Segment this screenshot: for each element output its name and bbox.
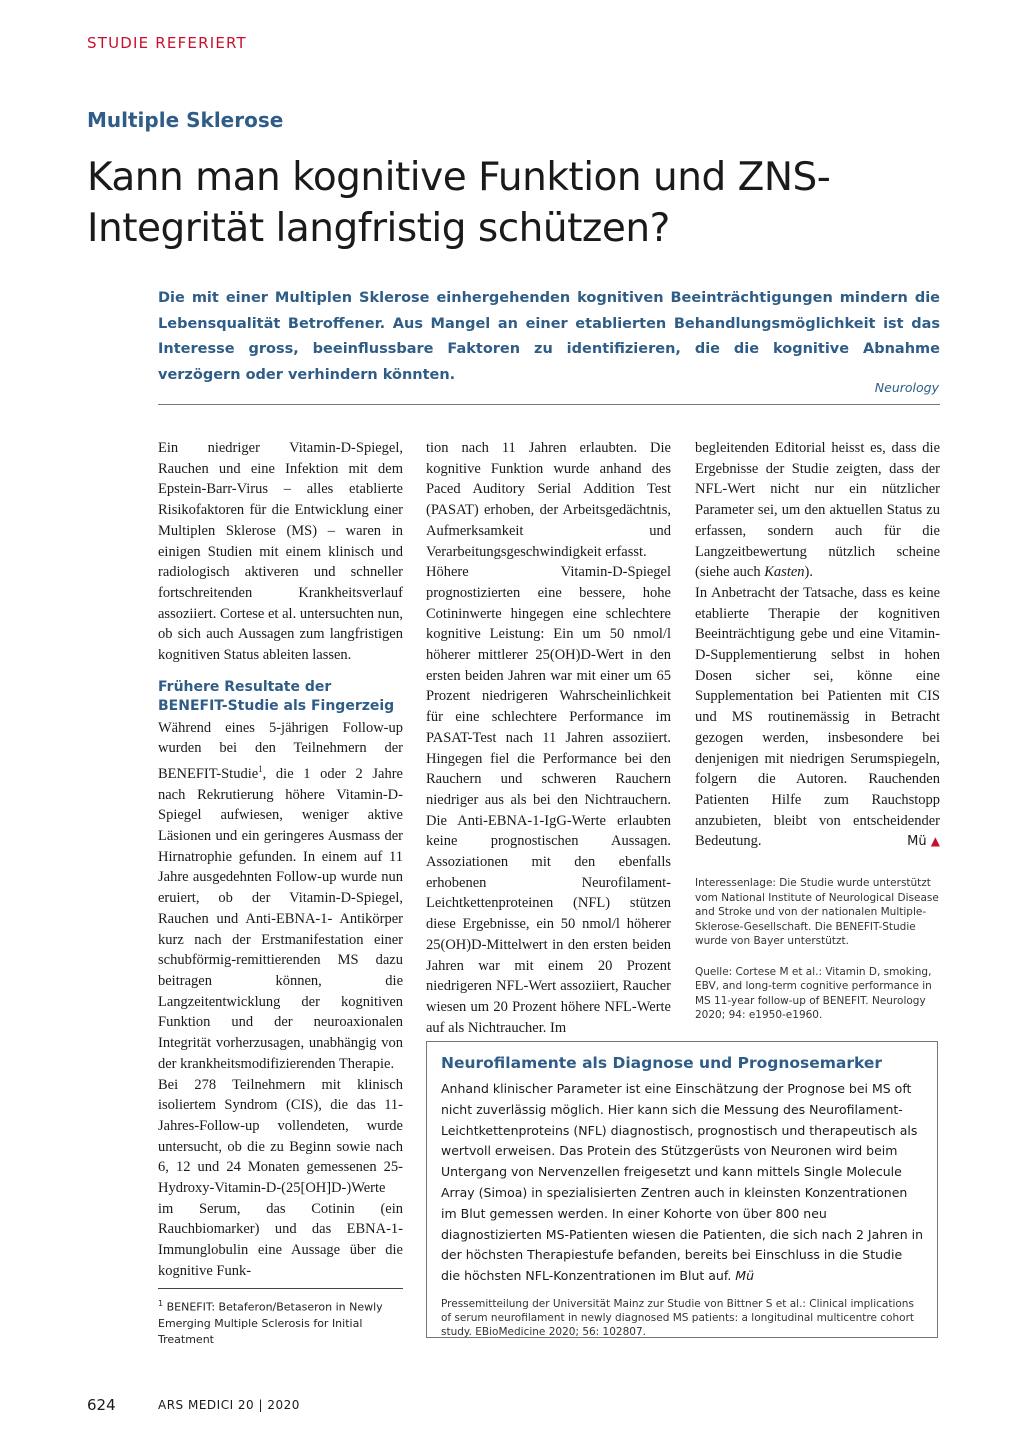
column-2 bbox=[426, 438, 671, 1038]
divider bbox=[158, 404, 940, 405]
footnote-divider bbox=[158, 1288, 403, 1289]
article-title: Kann man kognitive Funktion und ZNS-Integrität langfristig schützen? bbox=[87, 155, 831, 251]
column-3 bbox=[695, 438, 940, 1023]
article-kicker: Multiple Sklerose bbox=[87, 108, 284, 132]
end-triangle-icon: ▲ bbox=[930, 834, 940, 849]
paragraph bbox=[158, 718, 403, 1075]
subheading: Frühere Resultate der BENEFIT-Studie als Fingerzeig bbox=[158, 678, 395, 714]
page-number: 624 bbox=[87, 1396, 116, 1414]
paragraph: tion nach 11 Jahren erlaubten. Die kognitive Funktion wurde anhand des Paced Auditory Serial Addition Test (PASAT) erhoben, der Arbeitsgedächtnis, Aufmerksamkeit und Verarbeitungsgeschwindigkeit erfasst. bbox=[426, 440, 671, 560]
column-1 bbox=[158, 438, 403, 1282]
info-box-body bbox=[441, 1079, 923, 1287]
footnote-text: BENEFIT: Betaferon/Betaseron in Newly Emerging Multiple Sclerosis for Initial Treatment bbox=[158, 1300, 383, 1346]
lead-paragraph: Die mit einer Multiplen Sklerose einhergehenden kognitiven Beeinträchtigungen mindern die Lebensqualität Betroffener. Aus Mangel an einer etablierten Behandlungsmöglichkeit ist das Interesse gross, beeinflussbare Faktoren zu identifizieren, die die kognitive Abnahme verzögern oder verhindern könnten. bbox=[158, 290, 940, 383]
source-note: Quelle: Cortese M et al.: Vitamin D, smoking, EBV, and long-term cognitive performance in MS 11-year follow-up of BENEFIT. Neurology 2020; 94: e1950-e1960. bbox=[695, 965, 932, 1022]
paragraph-text: Während eines 5-jährigen Follow-up wurden bei den Teilnehmern der BENEFIT-Studie bbox=[158, 719, 403, 782]
info-box-signature: Mü bbox=[735, 1268, 754, 1284]
footnote bbox=[158, 1296, 403, 1348]
paragraph: Höhere Vitamin-D-Spiegel prognostizierten eine bessere, hohe Cotininwerte hingegen eine schlechtere kognitive Leistung: Ein um 50 nmol/l höherer mittlerer 25(OH)D-Wert in den ersten beiden Jahren war mit einer um 65 Prozent niedrigeren Wahrscheinlichkeit für eine schlechtere Performance im PASAT-Test nach 11 Jahren assoziiert. Hingegen fiel die Performance bei den Rauchern und schweren Rauchern niedriger aus als bei den Nichtrauchern. Die Anti-EBNA-1-IgG-Werte erlaubten keine prognostischen Aussagen. Assoziationen mit den ebenfalls erhobenen Neurofilament-Leichtkettenproteinen (NFL) stützen diese Ergebnisse, ein 50 nmol/l höherer 25(OH)D-Mittelwert in den ersten beiden Jahren war mit einem 20 Prozent niedrigeren NFL-Wert assoziiert, Raucher wiesen um 20 Prozent höhere NFL-Werte auf als Nichtraucher. Im bbox=[426, 564, 671, 1036]
info-box bbox=[426, 1041, 938, 1338]
info-box-text: Anhand klinischer Parameter ist eine Einschätzung der Prognose bei MS oft nicht zuverlässig möglich. Hier kann sich die Messung des Neurofilament-Leichtkettenproteins (NFL) diagnostisch, prognostisch und therapeutisch als wertvoll erweisen. Das Protein des Stützgerüsts von Neuronen wird beim Untergang von Nervenzellen freigesetzt und kann mittels Single Molecule Array (Simoa) in spezialisierten Zentren auch in kleinsten Konzentrationen im Blut gemessen werden. In einer Kohorte von über 800 neu diagnostizierten MS-Patienten wiesen die Patienten, die sich nach 2 Jahren in der höchsten Therapiestufe befanden, bereits bei Einschluss in die Studie die höchsten NFL-Konzentrationen im Blut auf. bbox=[441, 1081, 924, 1284]
paragraph-text: ). bbox=[804, 564, 813, 581]
lead-source: Neurology bbox=[874, 380, 939, 395]
interest-note: Interessenlage: Die Studie wurde unterstützt vom National Institute of Neurological Disease and Stroke und von der nationalen Multiple-Sklerose-Gesellschaft. Die BENEFIT-Studie wurde von Bayer unterstützt. bbox=[695, 877, 939, 948]
paragraph bbox=[695, 438, 940, 583]
paragraph: Ein niedriger Vitamin-D-Spiegel, Rauchen und eine Infektion mit dem Epstein-Barr-Virus – alles etablierte Risikofaktoren für die Entwicklung einer Multiplen Sklerose (MS) – waren in einigen Studien mit einem klinisch und radiologisch aktiveren und schneller fortschreitenden Krankheitsverlauf assoziiert. Cortese et al. untersuchten nun, ob sich auch Aussagen zum langfristigen kognitiven Status ableiten lassen. bbox=[158, 440, 403, 664]
paragraph-text: , die 1 oder 2 Jahre nach Rekrutierung höhere Vitamin-D-Spiegel aufwiesen, weniger aktive Läsionen und ein geringeres Ausmass der Hirnatrophie gefunden. In einem auf 11 Jahre ausgedehnten Follow-up wurde nun eruiert, ob der Vitamin-D-Spiegel, Rauchen und Anti-EBNA-1- Antikörper kurz nach der Erstmanifestation einer schubförmig-remittierenden MS dazu beitragen können, die Langzeitentwicklung der kognitiven Funktion und der neuroaxionalen Integrität vorherzusagen, unabhängig von der krankheitsmodifizierenden Therapie. bbox=[158, 765, 403, 1072]
author-signature bbox=[907, 831, 940, 853]
journal-name: ARS MEDICI 20 | 2020 bbox=[158, 1398, 300, 1412]
paragraph bbox=[695, 583, 940, 852]
paragraph-text: In Anbetracht der Tatsache, dass es keine etablierte Therapie der kognitiven Beeinträchtigung gebe und eine Vitamin-D-Supplementierung selbst in hohen Dosen sicher sei, könne eine Supplementation bei Patienten mit CIS und MS routinemässig in Betracht gezogen werden, insbesondere bei denjenigen mit niedrigen Serumspiegeln, folgern die Autoren. Rauchenden Patienten Hilfe zum Rauchstopp anzubieten, bleibt von entscheidender Bedeutung. bbox=[695, 584, 940, 850]
box-reference: Kasten bbox=[764, 564, 805, 581]
info-box-reference: Pressemitteilung der Universität Mainz zur Studie von Bittner S et al.: Clinical implications of serum neurofilament in newly diagnosed MS patients: a longitudinal multicentre cohort study. EBioMedicine 2020; 56: 102807. bbox=[441, 1297, 914, 1338]
info-box-title: Neurofilamente als Diagnose und Prognosemarker bbox=[441, 1054, 883, 1072]
paragraph: Bei 278 Teilnehmern mit klinisch isoliertem Syndrom (CIS), die das 11-Jahres-Follow-up vollendeten, wurde untersucht, ob die zu Beginn sowie nach 6, 12 und 24 Monaten gemessenen 25-Hydroxy-Vitamin-D-(25[OH]D-)Werte im Serum, das Cotinin (ein Rauchbiomarker) und das EBNA-1-Immunglobulin eine Aussage über die kognitive Funk- bbox=[158, 1076, 403, 1279]
signature-initials: Mü bbox=[907, 834, 927, 850]
footnote-number: 1 bbox=[158, 1299, 164, 1308]
section-label: STUDIE REFERIERT bbox=[87, 34, 247, 52]
footnote-marker: 1 bbox=[258, 764, 263, 775]
paragraph-text: begleitenden Editorial heisst es, dass die Ergebnisse der Studie zeigten, dass der NFL-Wert nicht nur ein nützlicher Parameter sei, um den aktuellen Status zu erfassen, sondern auch für die Langzeitbewertung nützlich scheine (siehe auch bbox=[695, 440, 940, 581]
